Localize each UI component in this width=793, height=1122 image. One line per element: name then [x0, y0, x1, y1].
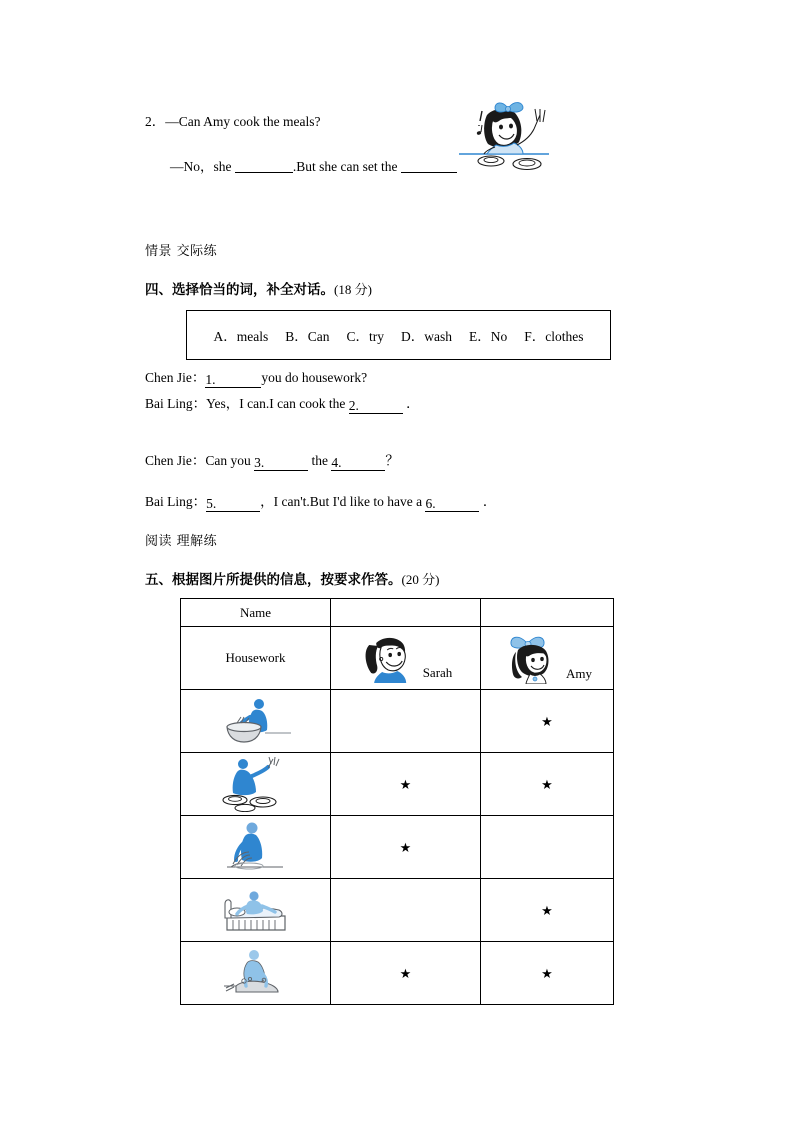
dialogue-text-pre: Yes，I can.I can cook the: [206, 396, 349, 411]
question-2-line-2: [170, 155, 490, 175]
girl-setting-table-illustration: [457, 97, 551, 179]
section-heading-oral: 情景 交际练: [145, 244, 218, 259]
do-the-dishes-icon: [181, 942, 331, 1005]
question-2-line-1: [145, 112, 475, 132]
dialogue-text: ．: [402, 396, 420, 411]
word-options-box: [186, 310, 611, 360]
dialogue-text: ，I can't.But I'd like to have a: [260, 494, 426, 509]
header-cell-blank-2: [481, 599, 614, 627]
wash-the-clothes-icon: [181, 816, 331, 879]
answer-blank[interactable]: [235, 159, 293, 173]
fill-blank-4[interactable]: 4.: [331, 455, 385, 470]
table-row: [181, 879, 614, 942]
cook-the-meals-icon: [181, 690, 331, 753]
cell-amy: [481, 816, 614, 879]
task-five-number: 五、: [145, 572, 172, 588]
option-d[interactable]: D．wash: [401, 329, 453, 344]
task-five-score: (20 分): [401, 572, 440, 587]
cell-amy: ★: [481, 690, 614, 753]
cell-sarah: ★: [331, 816, 481, 879]
option-b[interactable]: B．Can: [285, 329, 330, 344]
option-e[interactable]: E．No: [469, 329, 508, 344]
section-heading-reading: 阅读 理解练: [145, 534, 218, 549]
sarah-portrait-icon: [359, 633, 421, 683]
option-f[interactable]: F．clothes: [524, 329, 584, 344]
table-row-name-header: [181, 599, 614, 627]
header-cell-amy: [481, 627, 614, 690]
answer-blank[interactable]: [401, 159, 457, 173]
fill-blank-6[interactable]: 6.: [425, 496, 479, 511]
cell-amy: ★: [481, 942, 614, 1005]
fill-blank-1[interactable]: 1.: [205, 372, 261, 387]
table-row: [181, 753, 614, 816]
fill-blank-3[interactable]: 3.: [254, 455, 308, 470]
dialogue-speaker: Chen Jie：: [145, 370, 206, 385]
cell-amy: ★: [481, 879, 614, 942]
cell-sarah: [331, 879, 481, 942]
task-four-number: 四、: [145, 282, 172, 298]
person-name-amy: Amy: [566, 666, 592, 681]
fill-blank-2[interactable]: 2.: [349, 398, 403, 413]
header-cell-housework: Housework: [181, 627, 331, 690]
cell-sarah: ★: [331, 942, 481, 1005]
option-a[interactable]: A．meals: [213, 329, 269, 344]
set-the-table-icon: [181, 753, 331, 816]
person-name-sarah: Sarah: [422, 665, 453, 680]
dialogue-line-4: [145, 490, 496, 512]
question-2-answer-middle: .But she can set the: [292, 159, 398, 174]
table-row: [181, 690, 614, 753]
header-cell-sarah: [331, 627, 481, 690]
option-c[interactable]: C．try: [346, 329, 385, 344]
fill-blank-5[interactable]: 5.: [206, 496, 260, 511]
dialogue-text: the: [308, 453, 332, 468]
housework-table: [180, 598, 614, 1005]
table-row: [181, 816, 614, 879]
dialogue-line-3: [145, 449, 399, 471]
dialogue-line-2: [145, 392, 420, 414]
make-the-bed-icon: [181, 879, 331, 942]
header-cell-blank-1: [331, 599, 481, 627]
dialogue-line-1: [145, 366, 367, 388]
dialogue-text-post: ．: [479, 494, 497, 509]
dialogue-speaker: Bai Ling：: [145, 396, 207, 411]
question-2-text: ．—Can Amy cook the meals?: [151, 114, 321, 129]
table-row: [181, 942, 614, 1005]
question-2-number: 2: [145, 114, 152, 129]
table-row-housework-header: [181, 627, 614, 690]
task-five-heading: [145, 568, 439, 589]
dialogue-text: you do housework?: [261, 370, 368, 385]
dialogue-speaker: Chen Jie：: [145, 453, 206, 468]
word-options-row: [187, 325, 610, 345]
dialogue-text-post: ？: [385, 453, 399, 468]
question-2-answer-prefix: —No，she: [170, 159, 232, 174]
dialogue-text-pre: Can you: [205, 453, 255, 468]
cell-amy: ★: [481, 753, 614, 816]
dialogue-speaker: Bai Ling：: [145, 494, 207, 509]
cell-sarah: ★: [331, 753, 481, 816]
task-four-text: 选择恰当的词，补全对话。: [172, 282, 334, 298]
task-five-text: 根据图片所提供的信息，按要求作答。: [172, 572, 402, 588]
cell-sarah: [331, 690, 481, 753]
amy-portrait-icon: [502, 632, 564, 684]
task-four-score: (18 分): [334, 282, 372, 297]
header-cell-name: Name: [181, 599, 331, 627]
task-four-heading: [145, 278, 372, 299]
